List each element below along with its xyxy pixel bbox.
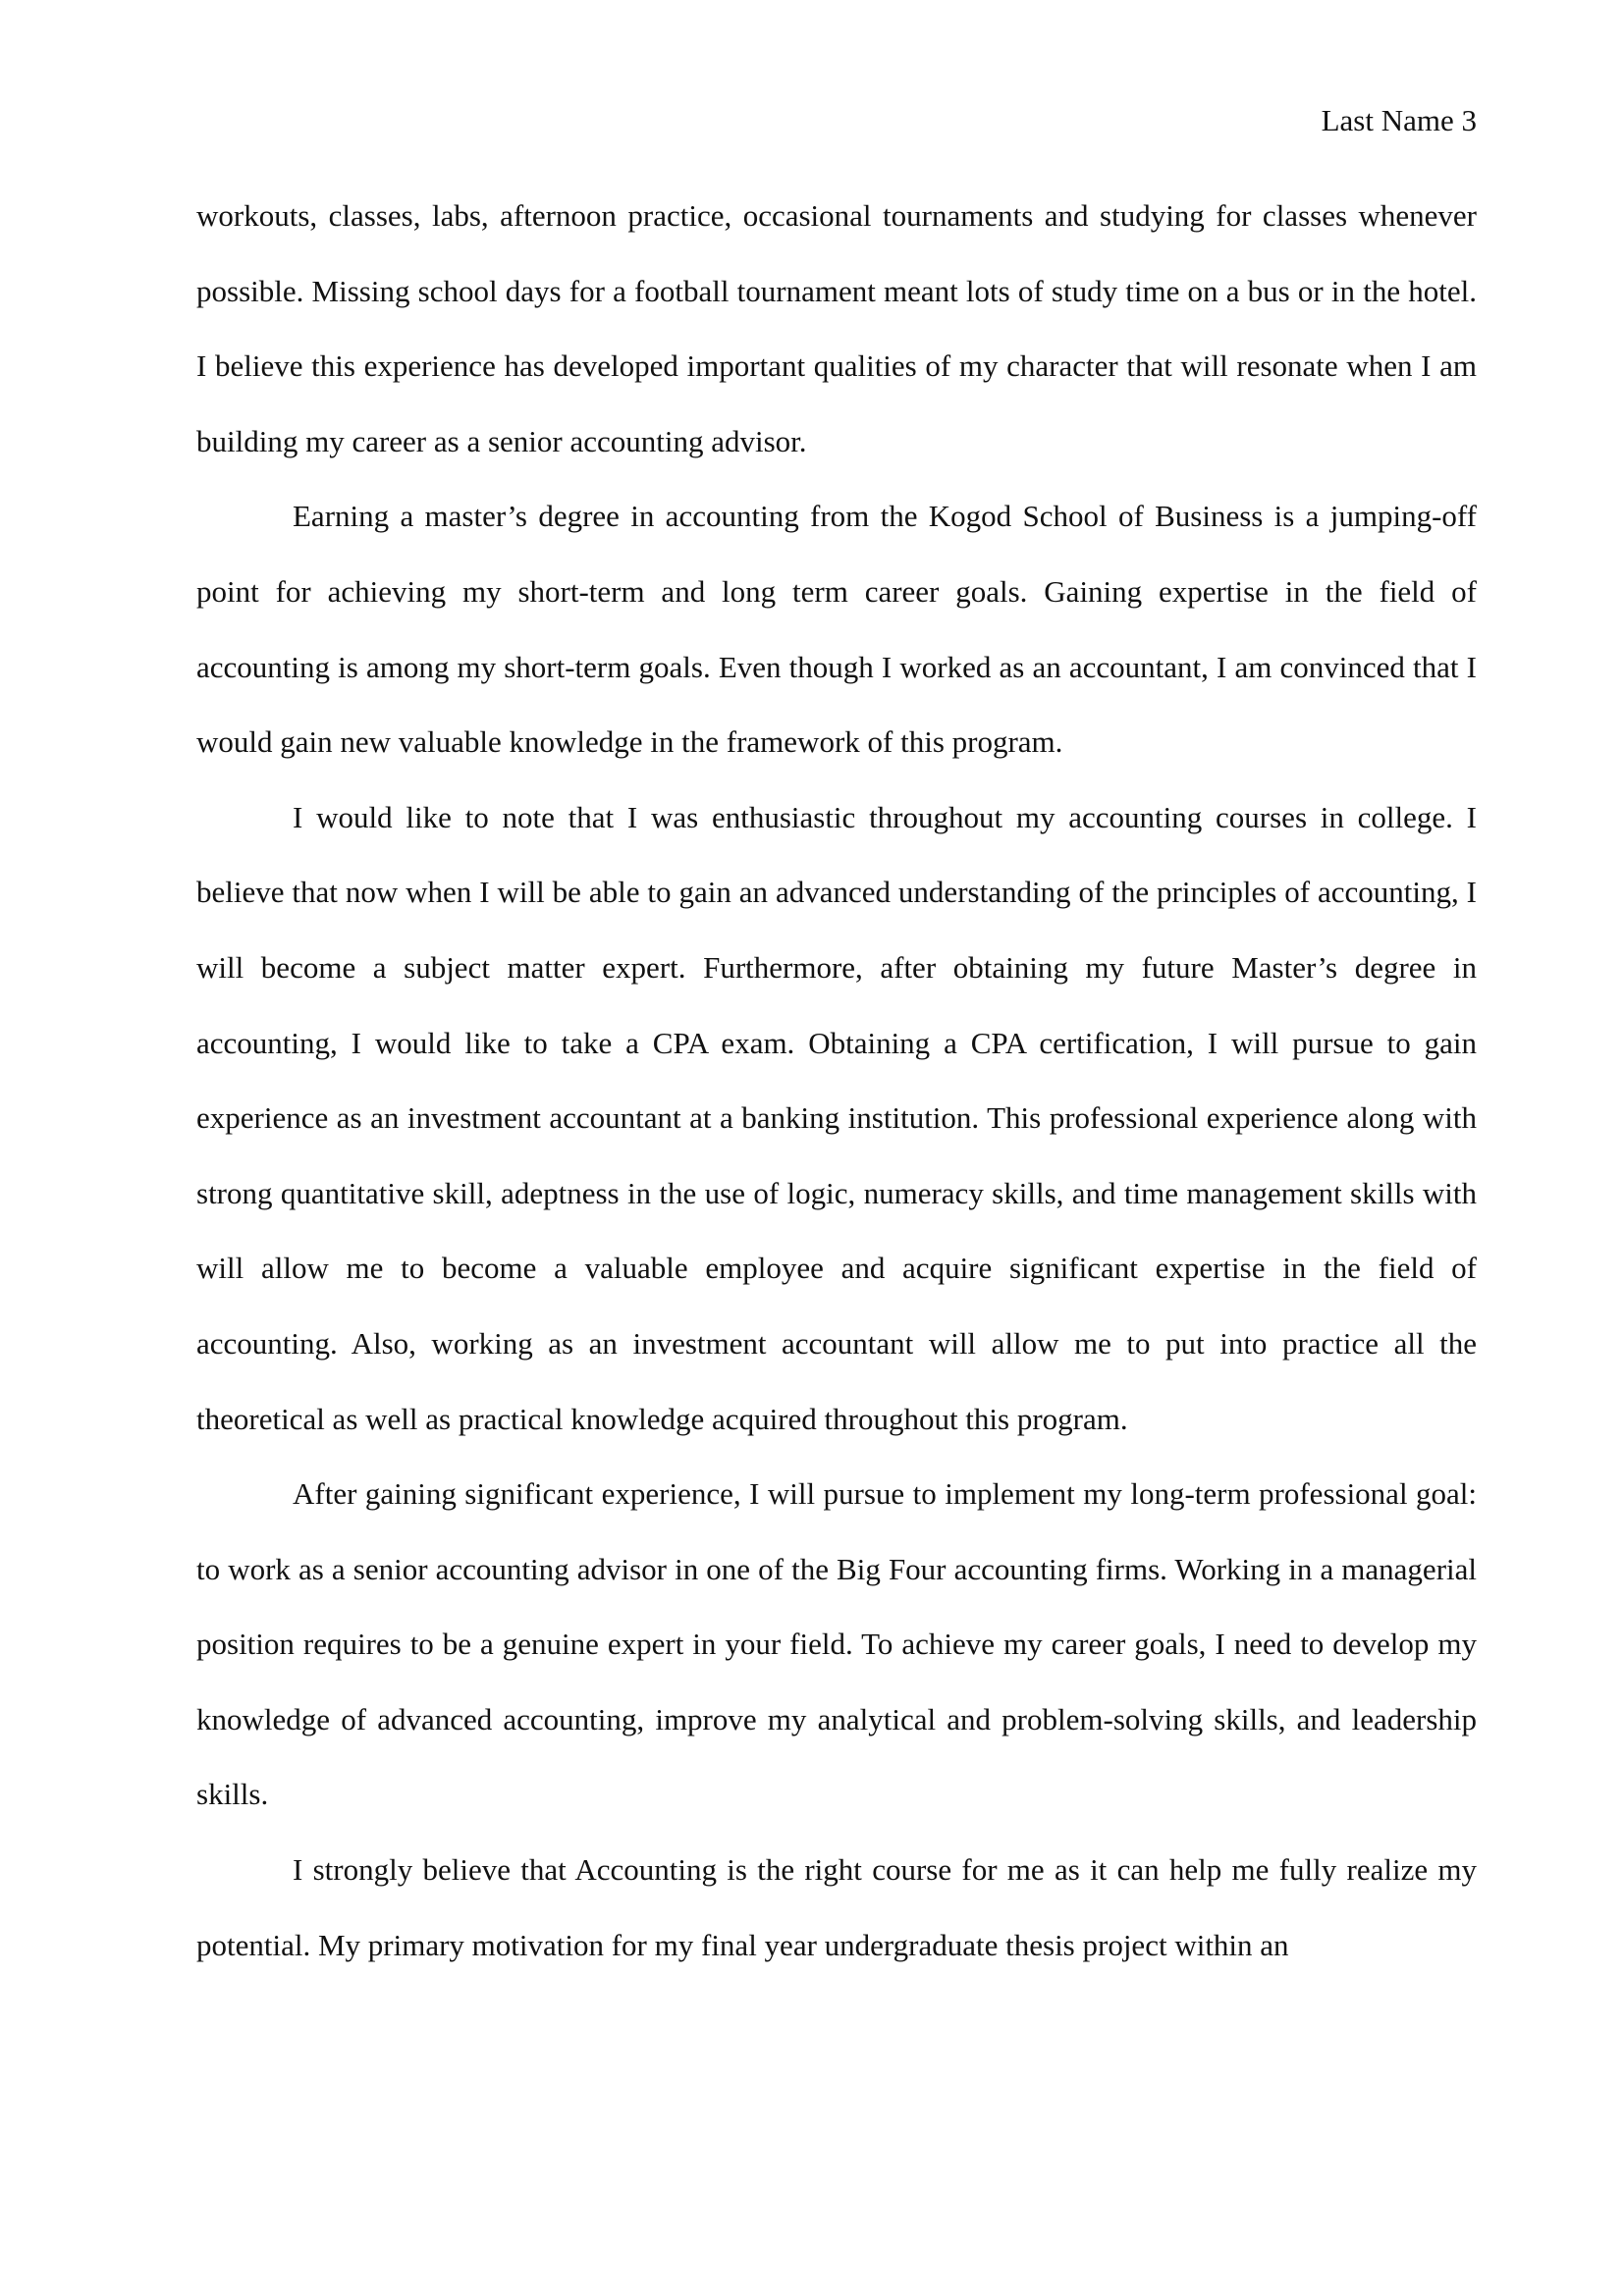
paragraph-masters-degree: Earning a master’s degree in accounting from the Kogod School of Business is a jumping-off point for achieving my short-term and long term career goals. Gaining expertise in the field of accounting is among my short-term goals. Even though I worked as an accountant, I am convinced that I would gain new valuable knowledge in the framework of this program. xyxy=(196,499,1477,760)
paragraph-accounting-courses: I would like to note that I was enthusiastic throughout my accounting courses in college. I believe that now when I will be able to gain an advanced understanding of the principles of accounting, I will become a subject matter expert. Furthermore, after obtaining my future Master’s degree in accounting, I would like to take a CPA exam. Obtaining a CPA certification, I will pursue to gain experience as an investment accountant at a banking institution. This professional experience along with strong quantitative skill, adeptness in the use of logic, numeracy skills, and time management skills with will allow me to become a valuable employee and acquire significant expertise in the field of accounting. Also, working as an investment accountant will allow me to put into practice all the theoretical as well as practical knowledge acquired throughout this program. xyxy=(196,799,1477,1436)
paragraph-continued: workouts, classes, labs, afternoon practice, occasional tournaments and studying for classes whenever possible. Missing school days for a football tournament meant lots of study time on a bus or in the hotel. I believe this experience has developed important qualities of my character that will resonate when I am building my career as a senior accounting advisor. xyxy=(196,198,1477,458)
running-head: Last Name 3 xyxy=(1321,103,1477,137)
essay-body xyxy=(196,179,1477,1983)
paragraph-motivation: I strongly believe that Accounting is the right course for me as it can help me fully realize my potential. My primary motivation for my final year undergraduate thesis project within an xyxy=(196,1852,1477,1962)
paragraph-long-term-goal: After gaining significant experience, I will pursue to implement my long-term professional goal: to work as a senior accounting advisor in one of the Big Four accounting firms. Working in a managerial position requires to be a genuine expert in your field. To achieve my career goals, I need to develop my knowledge of advanced accounting, improve my analytical and problem-solving skills, and leadership skills. xyxy=(196,1476,1477,1812)
